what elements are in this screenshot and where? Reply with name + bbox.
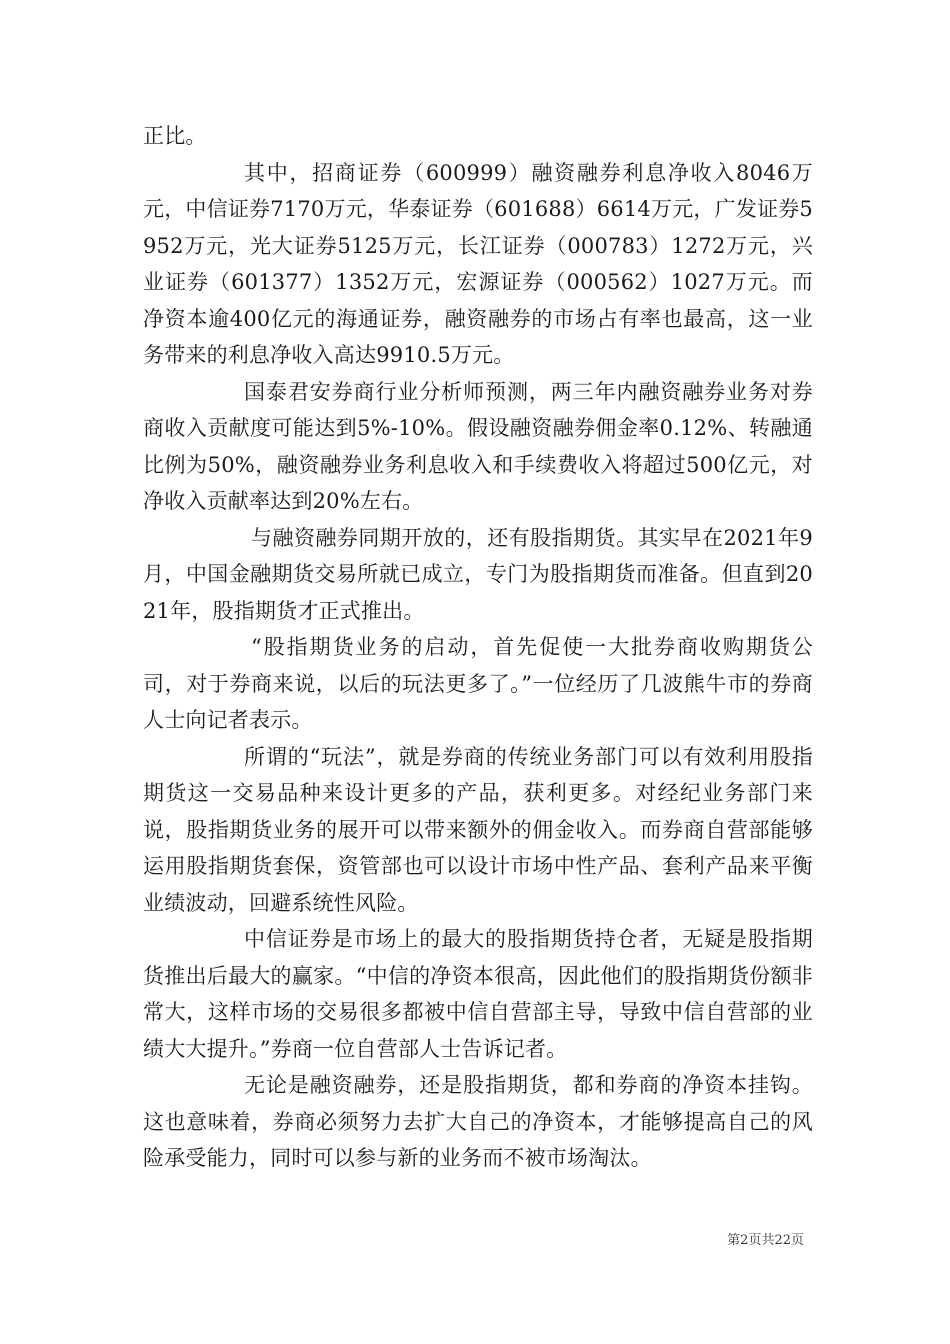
paragraph-citic: 中信证券是市场上的最大的股指期货持仓者，无疑是股指期货推出后最大的赢家。“中信的净资本很高，因此他们的股指期货份额非常大，这样市场的交易很多都被中信自营部主导，导致中信自营部的业绩大大提升。”券商一位自营部人士告诉记者。	[143, 927, 813, 1061]
paragraph-continuation: 正比。	[143, 124, 207, 148]
paragraph-quote: “股指期货业务的启动，首先促使一大批券商收购期货公司，对于券商来说，以后的玩法更多了。”一位经历了几波熊牛市的券商人士向记者表示。	[143, 635, 813, 732]
paragraph-gameplay: 所谓的“玩法”，就是券商的传统业务部门可以有效利用股指期货这一交易品种来设计更多的产品，获利更多。对经纪业务部门来说，股指期货业务的展开可以带来额外的佣金收入。而券商自营部能够运用股指期货套保，资管部也可以设计市场中性产品、套利产品来平衡业绩波动，回避系统性风险。	[143, 744, 813, 915]
document-body	[143, 118, 813, 1177]
paragraph-index-futures: 与融资融券同期开放的，还有股指期货。其实早在2021年9月，中国金融期货交易所就已成立，专门为股指期货而准备。但直到2021年，股指期货才正式推出。	[143, 525, 813, 623]
paragraph-broker-income: 其中，招商证券（600999）融资融券利息净收入8046万元，中信证券7170万元，华泰证券（601688）6614万元，广发证券5952万元，光大证券5125万元，长江证券（000783）1272万元，兴业证券（601377）1352万元，宏源证券（000562）1027万元。而净资本逾400亿元的海通证券，融资融券的市场占有率也最高，这一业务带来的利息净收入高达9910.5万元。	[143, 160, 813, 367]
paragraph-analyst-forecast: 国泰君安券商行业分析师预测，两三年内融资融券业务对券商收入贡献度可能达到5%-10%。假设融资融券佣金率0.12%、转融通比例为50%，融资融券业务利息收入和手续费收入将超过500亿元，对净收入贡献率达到20%左右。	[143, 379, 813, 513]
paragraph-net-capital: 无论是融资融券，还是股指期货，都和券商的净资本挂钩。这也意味着，券商必须努力去扩大自己的净资本，才能够提高自己的风险承受能力，同时可以参与新的业务而不被市场淘汰。	[143, 1073, 813, 1170]
page-number: 第2页共22页	[727, 1233, 804, 1248]
